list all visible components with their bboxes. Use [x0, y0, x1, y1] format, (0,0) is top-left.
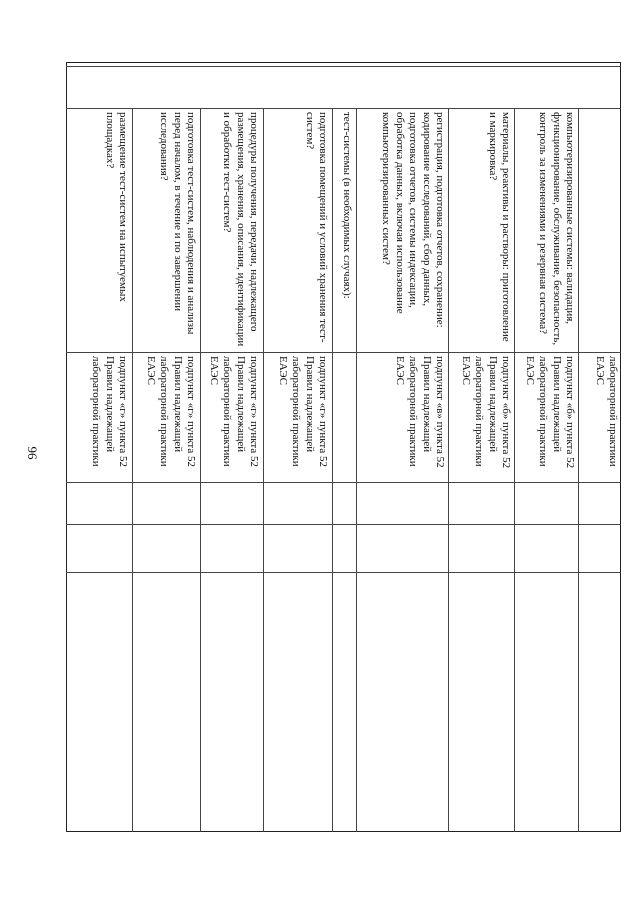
row-divider — [356, 108, 357, 832]
row-divider — [514, 108, 515, 832]
question-cell: регистрация, подготовка отчетов, сохранение: кодирование исследований, сбор данных, подготовка отчетов, системы индексации, обработка данных, включая использование компьютеризированных систем? — [380, 112, 446, 328]
question-cell: размещение тест-систем на испытуемых площадках? — [103, 112, 129, 302]
table-row — [68, 356, 129, 478]
table-row — [450, 356, 512, 478]
table-row — [202, 112, 260, 348]
reference-cell: лабораторной практики ЕАЭС — [593, 356, 619, 467]
reference-cell: подпункт «в» пункта 52 Правил надлежащей лабораторной практики ЕАЭС — [393, 356, 446, 468]
column-divider — [66, 572, 621, 573]
reference-cell: подпункт «г» пункта 52 Правил надлежащей лабораторной практики ЕАЭС — [276, 356, 329, 468]
question-cell: компьютеризированные системы: валидация, функционирование, обслуживание, безопасность, контроль за изменениями и резервная система? — [537, 112, 576, 346]
reference-cell: подпункт «г» пункта 52 Правил надлежащей лабораторной практики ЕАЭС — [144, 356, 197, 468]
reference-cell: подпункт «г» пункта 52 Правил надлежащей лабораторной практики ЕАЭС — [207, 356, 260, 468]
table-row — [134, 356, 197, 478]
table-row — [358, 112, 446, 348]
row-divider — [263, 108, 264, 832]
question-cell: подготовка помещений и условий хранения тест-систем? — [303, 112, 329, 343]
column-divider — [66, 352, 621, 353]
table-row — [333, 112, 353, 348]
table-row — [134, 112, 197, 348]
reference-cell: подпункт «б» пункта 52 Правил надлежащей лабораторной практики ЕАЭС — [523, 356, 576, 469]
table-row — [68, 112, 129, 348]
table-row — [202, 356, 260, 478]
table-row — [516, 356, 576, 478]
question-cell: подготовка тест-систем, наблюдения и анализы перед началом, в течение и по завершении исследования? — [158, 112, 197, 335]
page-number: 96 — [25, 446, 40, 460]
table-row — [265, 356, 329, 478]
table-row — [358, 356, 446, 478]
reference-cell: подпункт «б» пункта 52 Правил надлежащей лабораторной практики ЕАЭС — [459, 356, 512, 469]
column-divider — [66, 482, 621, 483]
table-row — [579, 356, 619, 478]
table-row — [516, 112, 576, 348]
column-divider — [66, 108, 621, 109]
question-cell: тест-системы (в необходимых случаях): — [341, 112, 353, 299]
row-divider — [448, 108, 449, 832]
row-divider — [200, 108, 201, 832]
column-divider — [66, 66, 621, 67]
row-divider — [132, 108, 133, 832]
question-cell: процедуры получения, передачи, надлежащего размещения, хранения, описания, идентификации и обработки тест-систем? — [221, 112, 260, 347]
question-cell: материалы, реактивы и растворы: приготовление и маркировка? — [486, 112, 512, 342]
column-divider — [66, 524, 621, 525]
table-row — [450, 112, 512, 348]
reference-cell: подпункт «г» пункта 52 Правил надлежащей лабораторной практики — [90, 356, 129, 468]
checklist-table — [66, 62, 621, 832]
table-row — [265, 112, 329, 348]
